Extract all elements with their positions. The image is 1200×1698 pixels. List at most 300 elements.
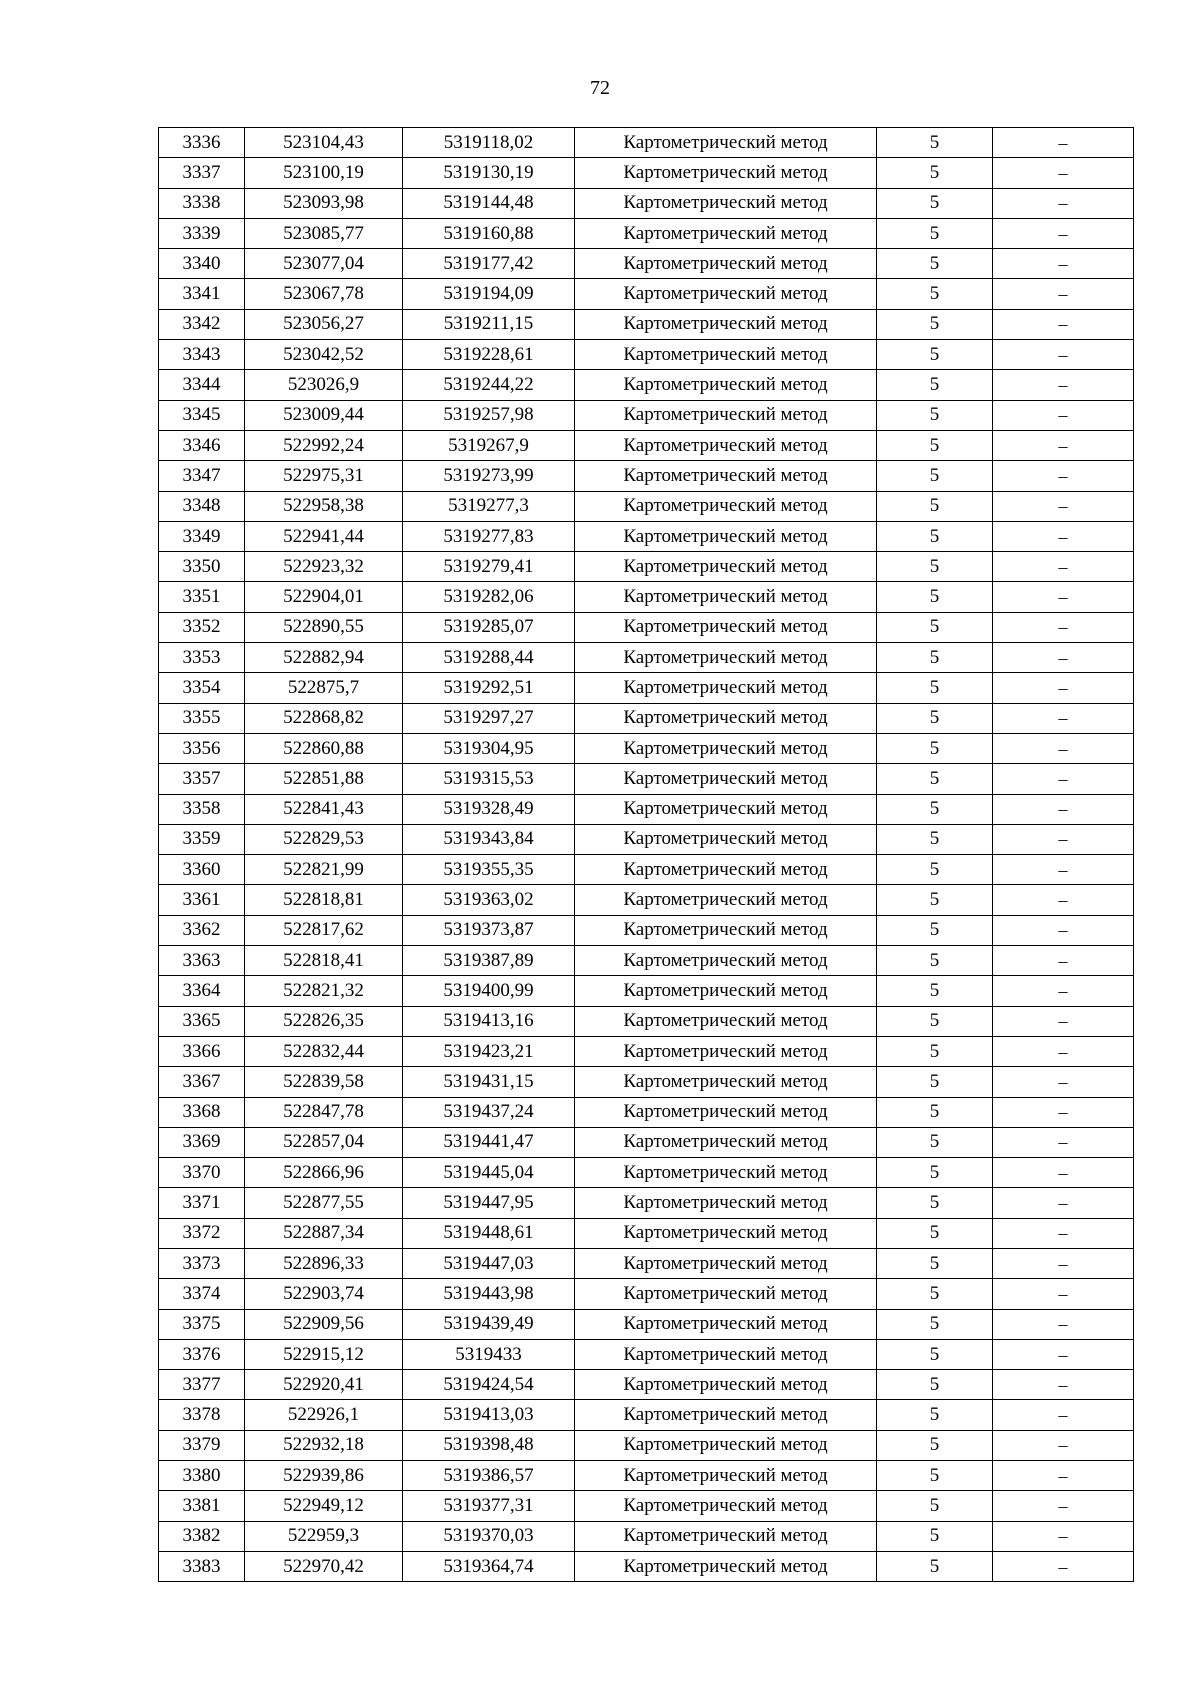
point-number-cell: 3346 xyxy=(159,430,245,460)
x-coordinate-cell: 523009,44 xyxy=(245,400,403,430)
table-row xyxy=(159,824,1134,854)
x-coordinate-cell: 522829,53 xyxy=(245,824,403,854)
point-number-cell: 3357 xyxy=(159,764,245,794)
table-row xyxy=(159,309,1134,339)
point-number-cell: 3359 xyxy=(159,824,245,854)
accuracy-cell: 5 xyxy=(877,1461,993,1491)
method-cell: Картометрический метод xyxy=(575,764,877,794)
note-cell: – xyxy=(993,946,1134,976)
point-number-cell: 3355 xyxy=(159,703,245,733)
y-coordinate-cell: 5319177,42 xyxy=(403,249,575,279)
point-number-cell: 3337 xyxy=(159,158,245,188)
point-number-cell: 3377 xyxy=(159,1370,245,1400)
method-cell: Картометрический метод xyxy=(575,946,877,976)
x-coordinate-cell: 522909,56 xyxy=(245,1309,403,1339)
x-coordinate-cell: 522932,18 xyxy=(245,1430,403,1460)
point-number-cell: 3383 xyxy=(159,1551,245,1581)
x-coordinate-cell: 523026,9 xyxy=(245,370,403,400)
y-coordinate-cell: 5319431,15 xyxy=(403,1067,575,1097)
note-cell: – xyxy=(993,673,1134,703)
note-cell: – xyxy=(993,218,1134,248)
method-cell: Картометрический метод xyxy=(575,824,877,854)
method-cell: Картометрический метод xyxy=(575,1097,877,1127)
method-cell: Картометрический метод xyxy=(575,703,877,733)
x-coordinate-cell: 523085,77 xyxy=(245,218,403,248)
note-cell: – xyxy=(993,188,1134,218)
x-coordinate-cell: 522975,31 xyxy=(245,461,403,491)
note-cell: – xyxy=(993,1339,1134,1369)
point-number-cell: 3343 xyxy=(159,340,245,370)
table-row xyxy=(159,855,1134,885)
note-cell: – xyxy=(993,1158,1134,1188)
method-cell: Картометрический метод xyxy=(575,461,877,491)
method-cell: Картометрический метод xyxy=(575,643,877,673)
note-cell: – xyxy=(993,1036,1134,1066)
accuracy-cell: 5 xyxy=(877,1551,993,1581)
point-number-cell: 3369 xyxy=(159,1127,245,1157)
method-cell: Картометрический метод xyxy=(575,1006,877,1036)
method-cell: Картометрический метод xyxy=(575,1248,877,1278)
table-row xyxy=(159,1006,1134,1036)
table-row xyxy=(159,158,1134,188)
note-cell: – xyxy=(993,309,1134,339)
y-coordinate-cell: 5319441,47 xyxy=(403,1127,575,1157)
table-row xyxy=(159,1036,1134,1066)
table-row xyxy=(159,128,1134,158)
accuracy-cell: 5 xyxy=(877,643,993,673)
point-number-cell: 3373 xyxy=(159,1248,245,1278)
note-cell: – xyxy=(993,643,1134,673)
accuracy-cell: 5 xyxy=(877,1067,993,1097)
table-row xyxy=(159,1491,1134,1521)
point-number-cell: 3375 xyxy=(159,1309,245,1339)
table-row xyxy=(159,1309,1134,1339)
method-cell: Картометрический метод xyxy=(575,1521,877,1551)
method-cell: Картометрический метод xyxy=(575,1461,877,1491)
x-coordinate-cell: 522826,35 xyxy=(245,1006,403,1036)
accuracy-cell: 5 xyxy=(877,188,993,218)
y-coordinate-cell: 5319370,03 xyxy=(403,1521,575,1551)
method-cell: Картометрический метод xyxy=(575,1067,877,1097)
note-cell: – xyxy=(993,128,1134,158)
accuracy-cell: 5 xyxy=(877,1036,993,1066)
accuracy-cell: 5 xyxy=(877,1248,993,1278)
x-coordinate-cell: 522851,88 xyxy=(245,764,403,794)
note-cell: – xyxy=(993,582,1134,612)
method-cell: Картометрический метод xyxy=(575,400,877,430)
table-row xyxy=(159,461,1134,491)
table-row xyxy=(159,733,1134,763)
y-coordinate-cell: 5319273,99 xyxy=(403,461,575,491)
y-coordinate-cell: 5319445,04 xyxy=(403,1158,575,1188)
x-coordinate-cell: 522923,32 xyxy=(245,552,403,582)
point-number-cell: 3351 xyxy=(159,582,245,612)
method-cell: Картометрический метод xyxy=(575,521,877,551)
table-row xyxy=(159,703,1134,733)
table-row xyxy=(159,1370,1134,1400)
method-cell: Картометрический метод xyxy=(575,794,877,824)
note-cell: – xyxy=(993,1218,1134,1248)
accuracy-cell: 5 xyxy=(877,976,993,1006)
x-coordinate-cell: 522839,58 xyxy=(245,1067,403,1097)
y-coordinate-cell: 5319228,61 xyxy=(403,340,575,370)
table-row xyxy=(159,1339,1134,1369)
note-cell: – xyxy=(993,400,1134,430)
note-cell: – xyxy=(993,1400,1134,1430)
method-cell: Картометрический метод xyxy=(575,1188,877,1218)
note-cell: – xyxy=(993,1309,1134,1339)
accuracy-cell: 5 xyxy=(877,1279,993,1309)
accuracy-cell: 5 xyxy=(877,1097,993,1127)
note-cell: – xyxy=(993,1279,1134,1309)
point-number-cell: 3370 xyxy=(159,1158,245,1188)
note-cell: – xyxy=(993,1067,1134,1097)
method-cell: Картометрический метод xyxy=(575,612,877,642)
x-coordinate-cell: 522821,99 xyxy=(245,855,403,885)
x-coordinate-cell: 522860,88 xyxy=(245,733,403,763)
x-coordinate-cell: 523100,19 xyxy=(245,158,403,188)
point-number-cell: 3345 xyxy=(159,400,245,430)
table-row xyxy=(159,279,1134,309)
table-row xyxy=(159,946,1134,976)
x-coordinate-cell: 522939,86 xyxy=(245,1461,403,1491)
y-coordinate-cell: 5319439,49 xyxy=(403,1309,575,1339)
note-cell: – xyxy=(993,764,1134,794)
point-number-cell: 3374 xyxy=(159,1279,245,1309)
note-cell: – xyxy=(993,703,1134,733)
y-coordinate-cell: 5319244,22 xyxy=(403,370,575,400)
point-number-cell: 3349 xyxy=(159,521,245,551)
x-coordinate-cell: 523042,52 xyxy=(245,340,403,370)
accuracy-cell: 5 xyxy=(877,1218,993,1248)
x-coordinate-cell: 522847,78 xyxy=(245,1097,403,1127)
x-coordinate-cell: 522821,32 xyxy=(245,976,403,1006)
table-row xyxy=(159,1430,1134,1460)
note-cell: – xyxy=(993,855,1134,885)
note-cell: – xyxy=(993,1127,1134,1157)
method-cell: Картометрический метод xyxy=(575,733,877,763)
accuracy-cell: 5 xyxy=(877,309,993,339)
method-cell: Картометрический метод xyxy=(575,1339,877,1369)
accuracy-cell: 5 xyxy=(877,552,993,582)
point-number-cell: 3339 xyxy=(159,218,245,248)
y-coordinate-cell: 5319448,61 xyxy=(403,1218,575,1248)
point-number-cell: 3362 xyxy=(159,915,245,945)
method-cell: Картометрический метод xyxy=(575,855,877,885)
table-row xyxy=(159,976,1134,1006)
point-number-cell: 3379 xyxy=(159,1430,245,1460)
y-coordinate-cell: 5319288,44 xyxy=(403,643,575,673)
accuracy-cell: 5 xyxy=(877,370,993,400)
method-cell: Картометрический метод xyxy=(575,976,877,1006)
y-coordinate-cell: 5319413,03 xyxy=(403,1400,575,1430)
method-cell: Картометрический метод xyxy=(575,552,877,582)
method-cell: Картометрический метод xyxy=(575,218,877,248)
accuracy-cell: 5 xyxy=(877,1521,993,1551)
table-row xyxy=(159,249,1134,279)
table-row xyxy=(159,1551,1134,1581)
accuracy-cell: 5 xyxy=(877,612,993,642)
accuracy-cell: 5 xyxy=(877,1400,993,1430)
accuracy-cell: 5 xyxy=(877,491,993,521)
accuracy-cell: 5 xyxy=(877,1430,993,1460)
x-coordinate-cell: 522926,1 xyxy=(245,1400,403,1430)
table-row xyxy=(159,552,1134,582)
y-coordinate-cell: 5319398,48 xyxy=(403,1430,575,1460)
point-number-cell: 3342 xyxy=(159,309,245,339)
accuracy-cell: 5 xyxy=(877,1127,993,1157)
y-coordinate-cell: 5319443,98 xyxy=(403,1279,575,1309)
x-coordinate-cell: 522904,01 xyxy=(245,582,403,612)
page-number: 72 xyxy=(590,77,610,99)
method-cell: Картометрический метод xyxy=(575,582,877,612)
y-coordinate-cell: 5319315,53 xyxy=(403,764,575,794)
accuracy-cell: 5 xyxy=(877,794,993,824)
x-coordinate-cell: 523067,78 xyxy=(245,279,403,309)
method-cell: Картометрический метод xyxy=(575,1400,877,1430)
method-cell: Картометрический метод xyxy=(575,1279,877,1309)
y-coordinate-cell: 5319292,51 xyxy=(403,673,575,703)
accuracy-cell: 5 xyxy=(877,1339,993,1369)
x-coordinate-cell: 522887,34 xyxy=(245,1218,403,1248)
method-cell: Картометрический метод xyxy=(575,1127,877,1157)
method-cell: Картометрический метод xyxy=(575,1491,877,1521)
note-cell: – xyxy=(993,612,1134,642)
y-coordinate-cell: 5319279,41 xyxy=(403,552,575,582)
table-row xyxy=(159,188,1134,218)
accuracy-cell: 5 xyxy=(877,1370,993,1400)
y-coordinate-cell: 5319386,57 xyxy=(403,1461,575,1491)
note-cell: – xyxy=(993,461,1134,491)
method-cell: Картометрический метод xyxy=(575,249,877,279)
table-row xyxy=(159,1248,1134,1278)
y-coordinate-cell: 5319144,48 xyxy=(403,188,575,218)
y-coordinate-cell: 5319160,88 xyxy=(403,218,575,248)
point-number-cell: 3353 xyxy=(159,643,245,673)
y-coordinate-cell: 5319363,02 xyxy=(403,885,575,915)
accuracy-cell: 5 xyxy=(877,1006,993,1036)
point-number-cell: 3350 xyxy=(159,552,245,582)
note-cell: – xyxy=(993,915,1134,945)
point-number-cell: 3360 xyxy=(159,855,245,885)
y-coordinate-cell: 5319282,06 xyxy=(403,582,575,612)
table-row xyxy=(159,582,1134,612)
method-cell: Картометрический метод xyxy=(575,279,877,309)
table-row xyxy=(159,340,1134,370)
y-coordinate-cell: 5319211,15 xyxy=(403,309,575,339)
y-coordinate-cell: 5319433 xyxy=(403,1339,575,1369)
x-coordinate-cell: 522818,81 xyxy=(245,885,403,915)
table-row xyxy=(159,612,1134,642)
point-number-cell: 3378 xyxy=(159,1400,245,1430)
method-cell: Картометрический метод xyxy=(575,340,877,370)
method-cell: Картометрический метод xyxy=(575,885,877,915)
accuracy-cell: 5 xyxy=(877,673,993,703)
table-row xyxy=(159,491,1134,521)
note-cell: – xyxy=(993,1461,1134,1491)
y-coordinate-cell: 5319447,03 xyxy=(403,1248,575,1278)
x-coordinate-cell: 522949,12 xyxy=(245,1491,403,1521)
y-coordinate-cell: 5319257,98 xyxy=(403,400,575,430)
point-number-cell: 3361 xyxy=(159,885,245,915)
point-number-cell: 3381 xyxy=(159,1491,245,1521)
method-cell: Картометрический метод xyxy=(575,1036,877,1066)
accuracy-cell: 5 xyxy=(877,824,993,854)
note-cell: – xyxy=(993,340,1134,370)
note-cell: – xyxy=(993,1006,1134,1036)
x-coordinate-cell: 522818,41 xyxy=(245,946,403,976)
accuracy-cell: 5 xyxy=(877,915,993,945)
point-number-cell: 3338 xyxy=(159,188,245,218)
note-cell: – xyxy=(993,249,1134,279)
table-row xyxy=(159,764,1134,794)
x-coordinate-cell: 522896,33 xyxy=(245,1248,403,1278)
point-number-cell: 3363 xyxy=(159,946,245,976)
x-coordinate-cell: 522958,38 xyxy=(245,491,403,521)
method-cell: Картометрический метод xyxy=(575,370,877,400)
y-coordinate-cell: 5319194,09 xyxy=(403,279,575,309)
note-cell: – xyxy=(993,158,1134,188)
point-number-cell: 3348 xyxy=(159,491,245,521)
y-coordinate-cell: 5319364,74 xyxy=(403,1551,575,1581)
point-number-cell: 3347 xyxy=(159,461,245,491)
accuracy-cell: 5 xyxy=(877,400,993,430)
y-coordinate-cell: 5319355,35 xyxy=(403,855,575,885)
note-cell: – xyxy=(993,824,1134,854)
note-cell: – xyxy=(993,1370,1134,1400)
y-coordinate-cell: 5319130,19 xyxy=(403,158,575,188)
method-cell: Картометрический метод xyxy=(575,915,877,945)
y-coordinate-cell: 5319343,84 xyxy=(403,824,575,854)
y-coordinate-cell: 5319267,9 xyxy=(403,430,575,460)
accuracy-cell: 5 xyxy=(877,764,993,794)
accuracy-cell: 5 xyxy=(877,430,993,460)
x-coordinate-cell: 522868,82 xyxy=(245,703,403,733)
x-coordinate-cell: 522941,44 xyxy=(245,521,403,551)
method-cell: Картометрический метод xyxy=(575,1551,877,1581)
note-cell: – xyxy=(993,279,1134,309)
table-row xyxy=(159,1097,1134,1127)
accuracy-cell: 5 xyxy=(877,158,993,188)
table-row xyxy=(159,370,1134,400)
x-coordinate-cell: 522903,74 xyxy=(245,1279,403,1309)
point-number-cell: 3380 xyxy=(159,1461,245,1491)
y-coordinate-cell: 5319424,54 xyxy=(403,1370,575,1400)
table-row xyxy=(159,1400,1134,1430)
table-row xyxy=(159,1461,1134,1491)
note-cell: – xyxy=(993,1430,1134,1460)
y-coordinate-cell: 5319447,95 xyxy=(403,1188,575,1218)
method-cell: Картометрический метод xyxy=(575,1370,877,1400)
note-cell: – xyxy=(993,1248,1134,1278)
point-number-cell: 3365 xyxy=(159,1006,245,1036)
note-cell: – xyxy=(993,521,1134,551)
y-coordinate-cell: 5319437,24 xyxy=(403,1097,575,1127)
accuracy-cell: 5 xyxy=(877,855,993,885)
y-coordinate-cell: 5319277,3 xyxy=(403,491,575,521)
method-cell: Картометрический метод xyxy=(575,1158,877,1188)
point-number-cell: 3368 xyxy=(159,1097,245,1127)
method-cell: Картометрический метод xyxy=(575,158,877,188)
y-coordinate-cell: 5319118,02 xyxy=(403,128,575,158)
x-coordinate-cell: 522915,12 xyxy=(245,1339,403,1369)
note-cell: – xyxy=(993,1551,1134,1581)
accuracy-cell: 5 xyxy=(877,733,993,763)
table-row xyxy=(159,1279,1134,1309)
note-cell: – xyxy=(993,370,1134,400)
table-row xyxy=(159,1218,1134,1248)
method-cell: Картометрический метод xyxy=(575,1309,877,1339)
point-number-cell: 3364 xyxy=(159,976,245,1006)
table-row xyxy=(159,430,1134,460)
point-number-cell: 3336 xyxy=(159,128,245,158)
accuracy-cell: 5 xyxy=(877,218,993,248)
y-coordinate-cell: 5319423,21 xyxy=(403,1036,575,1066)
accuracy-cell: 5 xyxy=(877,1188,993,1218)
point-number-cell: 3376 xyxy=(159,1339,245,1369)
note-cell: – xyxy=(993,1521,1134,1551)
point-number-cell: 3371 xyxy=(159,1188,245,1218)
y-coordinate-cell: 5319328,49 xyxy=(403,794,575,824)
x-coordinate-cell: 522857,04 xyxy=(245,1127,403,1157)
x-coordinate-cell: 522882,94 xyxy=(245,643,403,673)
table-row xyxy=(159,915,1134,945)
accuracy-cell: 5 xyxy=(877,461,993,491)
table-row xyxy=(159,521,1134,551)
x-coordinate-cell: 522875,7 xyxy=(245,673,403,703)
accuracy-cell: 5 xyxy=(877,885,993,915)
accuracy-cell: 5 xyxy=(877,1309,993,1339)
table-row xyxy=(159,673,1134,703)
method-cell: Картометрический метод xyxy=(575,491,877,521)
note-cell: – xyxy=(993,1097,1134,1127)
point-number-cell: 3382 xyxy=(159,1521,245,1551)
table-row xyxy=(159,1188,1134,1218)
x-coordinate-cell: 522890,55 xyxy=(245,612,403,642)
accuracy-cell: 5 xyxy=(877,279,993,309)
table-row xyxy=(159,794,1134,824)
note-cell: – xyxy=(993,885,1134,915)
y-coordinate-cell: 5319285,07 xyxy=(403,612,575,642)
x-coordinate-cell: 523104,43 xyxy=(245,128,403,158)
y-coordinate-cell: 5319400,99 xyxy=(403,976,575,1006)
method-cell: Картометрический метод xyxy=(575,430,877,460)
table-row xyxy=(159,885,1134,915)
x-coordinate-cell: 522817,62 xyxy=(245,915,403,945)
point-number-cell: 3341 xyxy=(159,279,245,309)
x-coordinate-cell: 522832,44 xyxy=(245,1036,403,1066)
accuracy-cell: 5 xyxy=(877,1158,993,1188)
accuracy-cell: 5 xyxy=(877,128,993,158)
note-cell: – xyxy=(993,491,1134,521)
accuracy-cell: 5 xyxy=(877,946,993,976)
y-coordinate-cell: 5319304,95 xyxy=(403,733,575,763)
table-row xyxy=(159,1158,1134,1188)
coordinates-table-body xyxy=(159,128,1134,1582)
y-coordinate-cell: 5319297,27 xyxy=(403,703,575,733)
point-number-cell: 3367 xyxy=(159,1067,245,1097)
x-coordinate-cell: 523093,98 xyxy=(245,188,403,218)
x-coordinate-cell: 522970,42 xyxy=(245,1551,403,1581)
accuracy-cell: 5 xyxy=(877,249,993,279)
y-coordinate-cell: 5319377,31 xyxy=(403,1491,575,1521)
table-row xyxy=(159,643,1134,673)
note-cell: – xyxy=(993,1188,1134,1218)
point-number-cell: 3352 xyxy=(159,612,245,642)
point-number-cell: 3340 xyxy=(159,249,245,279)
table-row xyxy=(159,218,1134,248)
point-number-cell: 3354 xyxy=(159,673,245,703)
